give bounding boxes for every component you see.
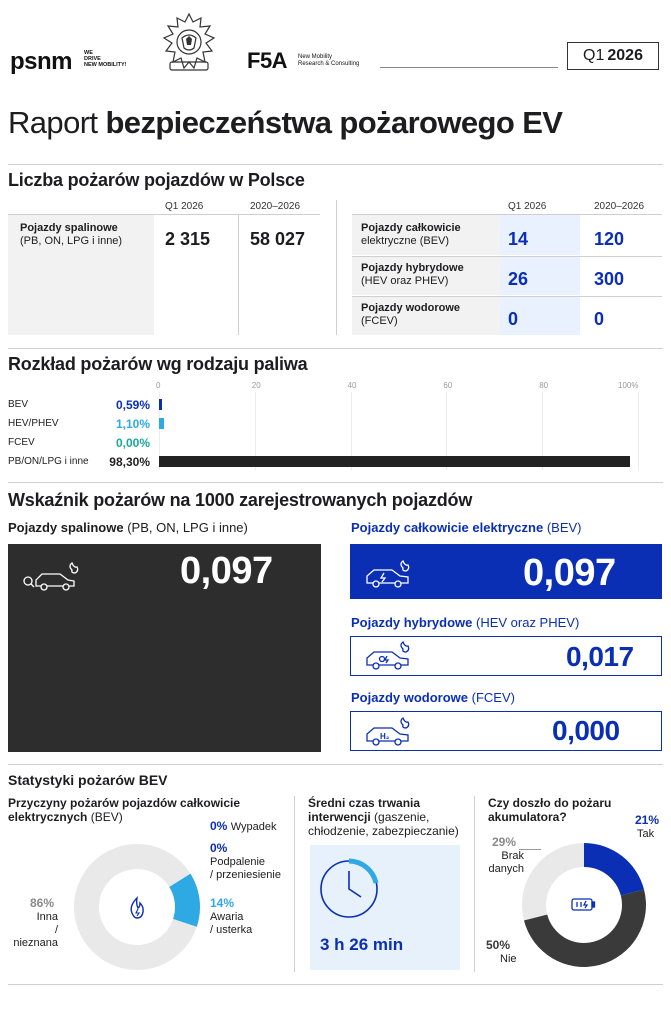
quarter-year: 2026 — [607, 47, 643, 64]
bar-label: PB/ON/LPG i inne — [8, 456, 89, 467]
hydrogen-car-fire-icon — [364, 716, 416, 748]
bev-rate-label: Pojazdy całkowicie elektryczne (BEV) — [351, 520, 582, 535]
combustion-rate-label: Pojazdy spalinowe (PB, ON, LPG i inne) — [8, 520, 248, 535]
battery-yes-label: Tak — [637, 828, 655, 840]
bar-label: BEV — [8, 399, 29, 410]
hybrid-rate-label: Pojazdy hybrydowe (HEV oraz PHEV) — [351, 615, 580, 630]
bar-value-label: 98,30% — [109, 455, 150, 469]
donut-slice — [522, 843, 584, 920]
causes-donut-chart — [72, 842, 202, 972]
header-divider — [380, 67, 558, 68]
bar — [159, 456, 630, 467]
bev-label: Pojazdy całkowicie elektryczne (BEV) — [361, 222, 461, 247]
hydrogen-rate-label: Pojazdy wodorowe (FCEV) — [351, 690, 515, 705]
cause-failure-label: Awaria / usterka — [210, 911, 253, 936]
divider — [8, 348, 663, 349]
bar — [159, 418, 164, 429]
divider — [8, 764, 663, 765]
divider — [294, 796, 295, 972]
combustion-range-value: 58 027 — [250, 229, 306, 249]
combustion-rate-value: 0,097 — [180, 550, 273, 592]
combustion-car-fire-icon — [22, 562, 84, 594]
hybrid-car-fire-icon — [364, 640, 416, 672]
col-head-range: 2020–2026 — [250, 201, 301, 212]
hybrid-rate-value: 0,017 — [566, 641, 634, 672]
battery-nodata-label: Brak danych — [488, 850, 524, 875]
divider — [474, 796, 475, 972]
donut-slice — [584, 843, 644, 896]
bev-range-value: 120 — [594, 229, 625, 249]
bev-q-value: 14 — [508, 229, 529, 249]
battery-icon — [572, 899, 595, 910]
hybrid-range-value: 300 — [594, 269, 625, 289]
axis-tick-label: 20 — [251, 381, 261, 390]
hydrogen-range-value: 0 — [594, 309, 605, 329]
fire-brigade-emblem-icon — [160, 12, 218, 76]
cause-arson-pct: 0% — [210, 841, 228, 855]
divider — [238, 215, 239, 335]
col-head-q: Q1 2026 — [165, 201, 204, 212]
battery-donut-chart — [520, 841, 648, 969]
cause-accident-pct: 0% Wypadek — [210, 819, 277, 833]
bar-value-label: 0,00% — [115, 436, 150, 450]
psnm-tagline: WE DRIVE NEW MOBILITY! — [84, 50, 127, 68]
battery-no-label: Nie — [500, 953, 517, 965]
fires-count-title: Liczba pożarów pojazdów w Polsce — [8, 170, 305, 190]
f5a-logo: F5A — [247, 48, 288, 73]
axis-tick-label: 0 — [156, 381, 161, 390]
quarter-prefix: Q1 — [583, 47, 605, 64]
battery-nodata-pct: 29% — [492, 835, 517, 849]
bev-car-fire-icon — [364, 560, 416, 590]
quarter-badge — [567, 42, 659, 70]
divider — [8, 164, 663, 165]
page-title: Raport bezpieczeństwa pożarowego EV — [8, 105, 563, 140]
bev-stats-title: Statystyki pożarów BEV — [8, 772, 168, 788]
hydrogen-badge: H₂ — [380, 732, 390, 741]
cause-arson-label: Podpalenie / przeniesienie — [210, 856, 281, 881]
divider — [336, 200, 337, 335]
hydrogen-label: Pojazdy wodorowe (FCEV) — [361, 302, 461, 327]
rate-title: Wskaźnik pożarów na 1000 zarejestrowanych pojazdów — [8, 490, 473, 510]
cause-other-label: Inna / nieznana — [13, 911, 58, 949]
battery-yes-pct: 21% — [635, 813, 660, 827]
divider — [8, 984, 663, 985]
bar-label: FCEV — [8, 437, 35, 448]
bar — [159, 399, 162, 410]
axis-tick-label: 40 — [347, 381, 357, 390]
col-head-range-right: 2020–2026 — [594, 201, 645, 212]
hydrogen-rate-value: 0,000 — [552, 715, 620, 746]
divider — [8, 482, 663, 483]
axis-tick-label: 100% — [618, 381, 639, 390]
axis-tick-label: 80 — [539, 381, 549, 390]
axis-tick-label: 60 — [443, 381, 453, 390]
combustion-q-value: 2 315 — [165, 229, 211, 249]
causes-heading: Przyczyny pożarów pojazdów całkowicie elektrycznych (BEV) — [8, 796, 241, 824]
battery-heading: Czy doszło do pożaru akumulatora? — [488, 796, 612, 824]
cause-other-pct: 86% — [30, 896, 55, 910]
bar-label: HEV/PHEV — [8, 418, 59, 429]
combustion-label: Pojazdy spalinowe (PB, ON, LPG i inne) — [20, 222, 123, 247]
hydrogen-q-value: 0 — [508, 309, 519, 329]
duration-heading: Średni czas trwania interwencji (gaszenie, chłodzenie, zabezpieczanie) — [308, 796, 459, 838]
clock-icon — [317, 857, 381, 921]
col-head-q-right: Q1 2026 — [508, 201, 547, 212]
bev-rate-value: 0,097 — [523, 552, 616, 594]
hybrid-q-value: 26 — [508, 269, 529, 289]
psnm-logo: psnm — [10, 48, 73, 75]
hybrid-label: Pojazdy hybrydowe (HEV oraz PHEV) — [361, 262, 464, 287]
f5a-tagline: New Mobility Research & Consulting — [298, 54, 360, 67]
duration-value: 3 h 26 min — [320, 935, 404, 954]
battery-no-pct: 50% — [486, 938, 511, 952]
bar-value-label: 0,59% — [115, 398, 150, 412]
gridline — [638, 392, 639, 470]
bar-value-label: 1,10% — [115, 417, 150, 431]
cause-failure-pct: 14% — [210, 896, 235, 910]
fuel-distribution-title: Rozkład pożarów wg rodzaju paliwa — [8, 354, 308, 374]
